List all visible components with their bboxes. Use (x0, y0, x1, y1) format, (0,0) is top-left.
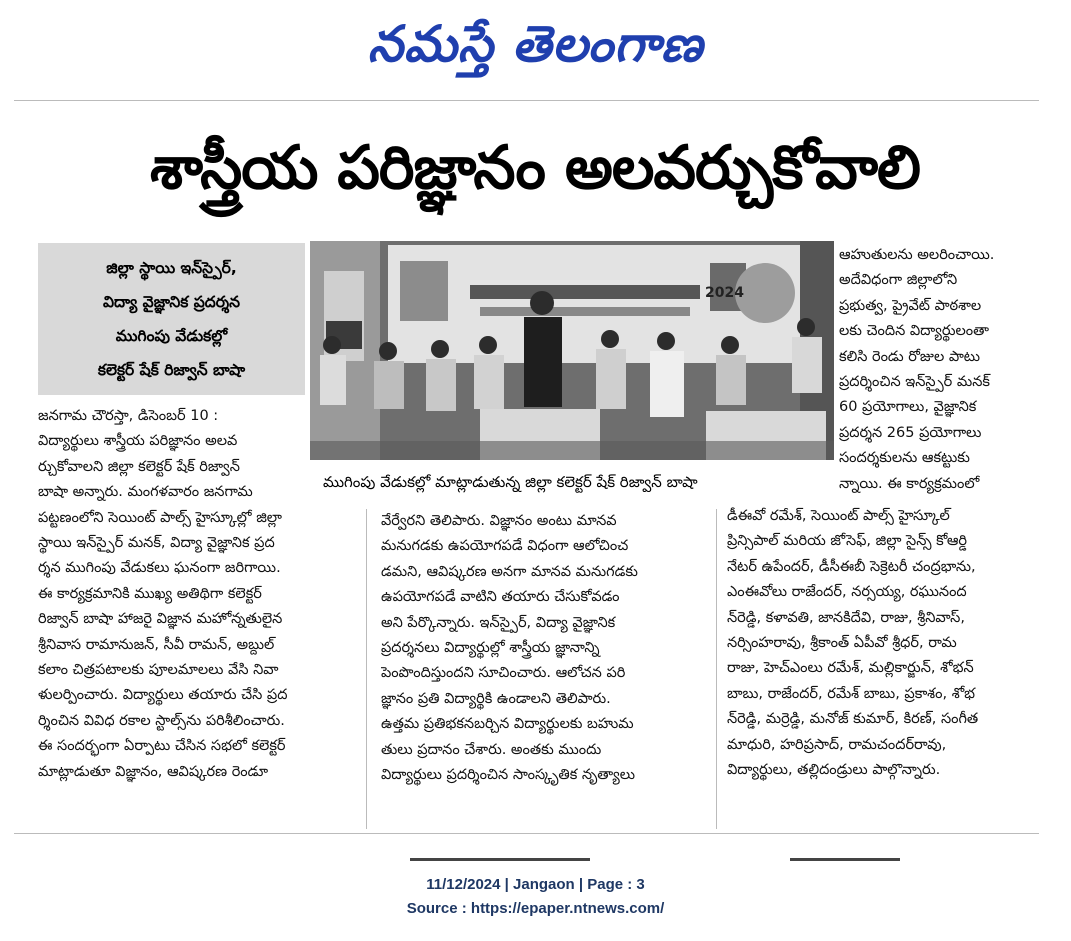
text-line: ర్శన ముగింపు వేడుకలు ఘనంగా జరిగాయి. (38, 560, 281, 577)
text-line: న్నాయి. ఈ కార్యక్రమంలో (839, 475, 980, 492)
text-line: బాబు, రాజేందర్, రమేశ్ బాబు, ప్రకాశం, శోభ (727, 685, 976, 702)
text-line: సందర్శకులను ఆకట్టుకు (839, 450, 970, 467)
text-line: ప్రభుత్వ, ప్రైవేట్ పాఠశాల (839, 297, 982, 314)
text-line: డీఈవో రమేశ్, సెయింట్ పాల్స్ హైస్కూల్ (727, 508, 950, 524)
kicker-line: జిల్లా స్థాయి ఇన్‌స్పైర్, (106, 259, 237, 277)
masthead-logo: నమస్తే తెలంగాణ (367, 15, 704, 73)
text-line: శ్రీనివాస రామానుజన్, సీవీ రామన్, అబ్దుల్ (38, 636, 275, 653)
text-line: పట్టణంలోని సెయింట్ పాల్స్ హైస్కూల్లో జిల్లా (38, 509, 282, 526)
text-line: ప్రదర్శన 265 ప్రయోగాలు (839, 424, 982, 441)
text-line: విద్యార్థులు శాస్త్రీయ పరిజ్ఞానం అలవ (38, 433, 238, 450)
text-line: ఆహుతులను అలరించాయి. (839, 247, 995, 263)
top-divider (14, 100, 1039, 101)
text-line: లకు చెందిన విద్యార్థులంతా (839, 323, 989, 340)
text-line: ఈ సందర్భంగా ఏర్పాటు చేసిన సభలో కలెక్టర్ (38, 738, 286, 755)
clipped-text-stub (410, 858, 590, 861)
bottom-divider (14, 833, 1039, 834)
text-line: జనగామ చౌరస్తా, డిసెంబర్ 10 : (38, 408, 219, 424)
banner-year: 2024 (705, 285, 744, 301)
text-line: ర్చుకోవాలని జిల్లా కలెక్టర్ షేక్ రిజ్వాన్ (38, 458, 240, 475)
text-line: ఉపయోగపడే వాటిని తయారు చేసుకోవడం (381, 589, 620, 606)
text-line: మాధురి, హరిప్రసాద్, రామచందర్‌రావు, (727, 736, 947, 753)
text-line: ప్రదర్శించిన ఇన్‌స్పైర్ మనక్ (839, 374, 990, 391)
text-line: విద్యార్థులు ప్రదర్శించిన సాంస్కృతిక నృత్యాలు (381, 767, 636, 784)
kicker-box (38, 243, 305, 395)
column-divider (366, 509, 367, 829)
text-line: అదేవిధంగా జిల్లాలోని (839, 272, 958, 289)
headline: శాస్త్రీయ పరిజ్ఞానం అలవర్చుకోవాలి (150, 133, 920, 203)
photo-caption: ముగింపు వేడుకల్లో మాట్లాడుతున్న జిల్లా కలెక్టర్ షేక్ రిజ్వాన్ బాషా (323, 473, 698, 491)
text-line: ర్శించిన వివిధ రకాల స్టాల్స్‌ను పరిశీలించారు. (38, 712, 285, 729)
text-line: వేర్వేరని తెలిపారు. విజ్ఞానం అంటు మానవ (381, 513, 617, 529)
text-line: ప్రదర్శనలు విద్యార్థుల్లో శాస్త్రీయ జ్ఞానాన్ని (381, 640, 600, 657)
text-line: కలిసి రెండు రోజుల పాటు (839, 348, 981, 365)
text-line: రాజు, హెచ్ఎంలు రమేశ్, మల్లికార్జున్, శోభన్ (727, 660, 974, 677)
text-line: జ్ఞానం ప్రతి విద్యార్థికి ఉండాలని తెలిపారు. (381, 690, 611, 707)
article-column-3-top (839, 243, 1039, 497)
text-line: కలాం చిత్రపటాలకు పూలమాలలు వేసి నివా (38, 662, 279, 679)
footer-source-line: Source : https://epaper.ntnews.com/ (406, 900, 665, 917)
kicker-line: విద్యా వైజ్ఞానిక ప్రదర్శన (103, 293, 240, 311)
text-line: ఎంఈవోలు రాజేందర్, నర్సయ్య, రఘునంద (727, 584, 967, 601)
text-line: నర్సింహరావు, శ్రీకాంత్ ఏపీవో శ్రీధర్, రామ (727, 635, 957, 652)
text-line: ప్రిన్సిపాల్ మరియ జోసెఫ్, జిల్లా సైన్స్ కోఆర్డి (727, 533, 968, 550)
text-line: అని పేర్కొన్నారు. ఇన్‌స్పైర్, విద్యా వైజ్ఞానిక (381, 614, 616, 631)
text-line: ఈ కార్యక్రమానికి ముఖ్య అతిథిగా కలెక్టర్ (38, 585, 262, 602)
footer-date-line: 11/12/2024 | Jangaon | Page : 3 (426, 876, 645, 893)
text-line: మనుగడకు ఉపయోగపడే విధంగా ఆలోచించ (381, 538, 629, 555)
text-line: బాషా అన్నారు. మంగళవారం జనగామ (38, 484, 253, 501)
text-line: న్‌రెడ్డి, మర్రెడ్డి, మనోజ్ కుమార్, కిరణ్, సంగీత (727, 711, 979, 728)
text-line: విద్యార్థులు, తల్లిదండ్రులు పాల్గొన్నారు. (727, 762, 941, 779)
kicker-line: కలెక్టర్ షేక్ రిజ్వాన్ బాషా (97, 361, 246, 379)
text-line: న్‌రెడ్డి, కళావతి, జానకిదేవి, రాజు, శ్రీనివాస్, (727, 609, 965, 626)
text-line: డమని, ఆవిష్కరణ అనగా మానవ మనుగడకు (381, 563, 638, 580)
article-column-3-bottom (727, 504, 1045, 783)
text-line: ళులర్పించారు. విద్యార్థులు తయారు చేసి ప్రద (38, 687, 288, 704)
article-column-2 (381, 509, 711, 788)
text-line: 60 ప్రయోగాలు, వైజ్ఞానిక (839, 399, 977, 416)
text-line: రిజ్వాన్ బాషా హాజరై విజ్ఞాన మహోన్నతులైన (38, 611, 283, 628)
news-photo (310, 241, 834, 460)
text-line: నేటర్ ఉపేందర్, డీసీఈబీ సెక్రెటరీ చంద్రభాను, (727, 558, 976, 575)
kicker-line: ముగింపు వేడుకల్లో (115, 327, 228, 345)
clipped-text-stub (790, 858, 900, 861)
text-line: తులు ప్రదానం చేశారు. అంతకు ముందు (381, 741, 602, 758)
text-line: పెంపొందిస్తుందని సూచించారు. ఆలోచన పరి (381, 665, 626, 682)
text-line: ఉత్తమ ప్రతిభకనబర్చిన విద్యార్థులకు బహుమ (381, 716, 634, 733)
text-line: స్థాయి ఇన్‌స్పైర్ మనక్, విద్యా వైజ్ఞానిక ప్రద (38, 535, 275, 552)
column-divider (716, 509, 717, 829)
article-column-1 (38, 404, 350, 785)
text-line: మాట్లాడుతూ విజ్ఞానం, ఆవిష్కరణ రెండూ (38, 763, 269, 780)
photo-illustration (310, 241, 834, 460)
